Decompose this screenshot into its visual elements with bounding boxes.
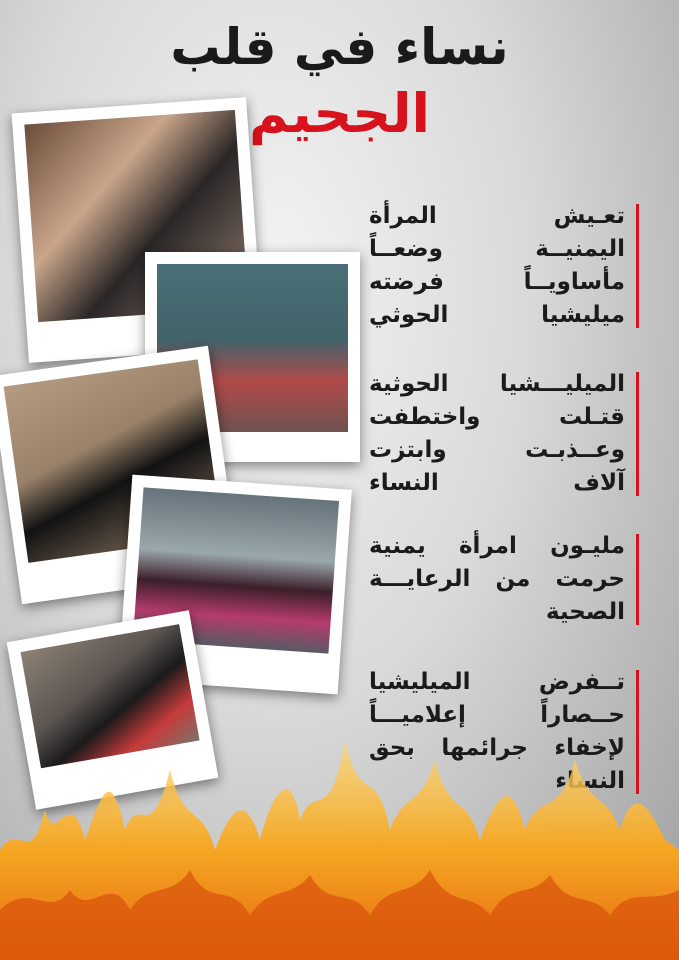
text-line: آلاف النساء (369, 470, 625, 496)
fire-flames-icon (0, 700, 679, 960)
text-line: تعـيش المرأة (369, 203, 625, 229)
page-title-line2: الجحيم (248, 82, 430, 145)
text-line: حرمت من الرعايـــة (369, 566, 625, 592)
text-line: حــصاراً إعلاميـــاً (369, 702, 625, 728)
text-line: وعــذبـت وابتزت (369, 437, 625, 463)
text-line: مأساويــاً فرضته (369, 269, 625, 295)
text-block-2 (369, 368, 639, 500)
text-line: الميليـــشيا الحوثية (369, 371, 625, 397)
text-line: تــفرض الميليشيا (369, 669, 625, 695)
text-block-3 (369, 530, 639, 629)
text-block-1 (369, 200, 639, 332)
page-title-line1: نساء في قلب (170, 18, 509, 76)
text-line: لإخفاء جرائمها بحق (369, 735, 625, 761)
text-line: النساء (555, 768, 625, 794)
text-line: مليـون امرأة يمنية (369, 533, 625, 559)
text-line: ميليشيا الحوثي (369, 302, 625, 328)
text-line: الصحية (545, 599, 625, 625)
text-line: اليمنيــة وضعــاً (369, 236, 625, 262)
text-line: قتـلت واختطفت (369, 404, 625, 430)
